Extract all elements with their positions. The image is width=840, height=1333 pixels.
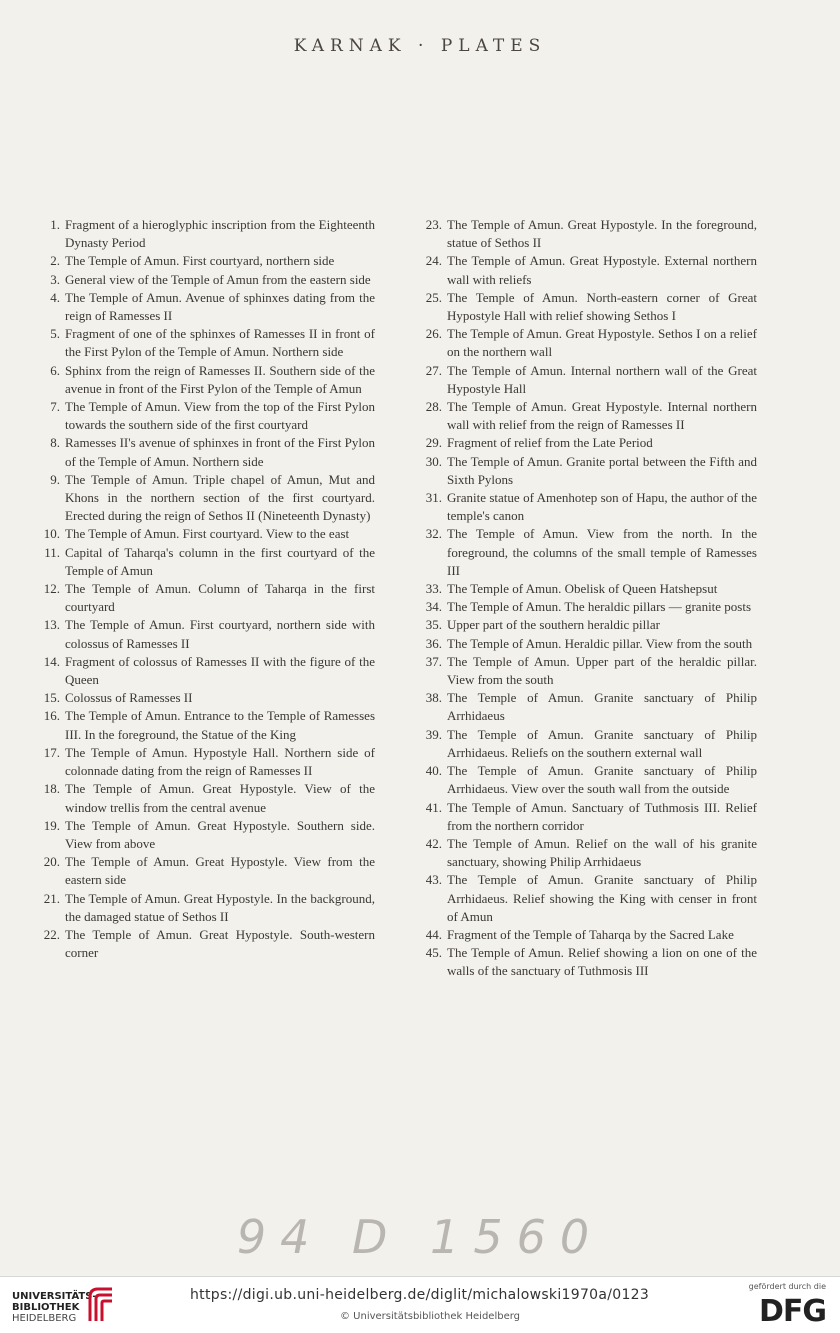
plate-number: 19. (43, 817, 60, 833)
plate-entry (412, 325, 757, 361)
plate-entry (412, 616, 757, 634)
plate-entry (30, 744, 375, 780)
plate-entry (30, 525, 375, 543)
plate-caption: The Temple of Amun. First courtyard, northern side with colossus of Ramesses II (65, 617, 375, 651)
plate-number: 4. (50, 289, 60, 305)
plate-caption: The Temple of Amun. Obelisk of Queen Hatshepsut (447, 581, 718, 597)
plate-entry (412, 944, 757, 980)
plate-caption: Granite statue of Amenhotep son of Hapu, the author of the temple's canon (447, 490, 757, 524)
plate-entry (412, 216, 757, 252)
plate-caption: Capital of Taharqa's column in the first courtyard of the Temple of Amun (65, 544, 375, 578)
plate-number: 29. (425, 435, 442, 451)
plate-caption: The Temple of Amun. Hypostyle Hall. Northern side of colonnade dating from the reign of Ramesses II (65, 744, 375, 779)
plate-entry (412, 252, 757, 288)
plates-list-left (30, 216, 375, 962)
plate-caption: The Temple of Amun. The heraldic pillars — granite posts (447, 599, 752, 615)
plate-number: 24. (425, 253, 442, 269)
plate-entry (30, 780, 375, 816)
plate-number: 36. (425, 635, 442, 651)
plate-entry (412, 835, 757, 871)
plate-caption: The Temple of Amun. Heraldic pillar. View from the south (447, 635, 753, 651)
plate-entry (412, 525, 757, 580)
dfg-logo: DFG (758, 1294, 826, 1329)
plate-caption: Fragment of relief from the Late Period (447, 435, 653, 451)
plate-caption: The Temple of Amun. Great Hypostyle. View from the eastern side (65, 854, 375, 888)
plate-number: 7. (50, 399, 60, 415)
plate-entry (412, 598, 757, 616)
plate-caption: Sphinx from the reign of Ramesses II. Southern side of the avenue in front of the First Pylon of the Temple of Amun (65, 362, 375, 396)
plate-entry (30, 890, 375, 926)
plate-caption: The Temple of Amun. Granite portal between the Fifth and Sixth Pylons (447, 453, 757, 487)
plate-number: 45. (425, 945, 442, 961)
plate-caption: The Temple of Amun. Relief showing a lion on one of the walls of the sanctuary of Tuthmosis III (447, 945, 757, 979)
plate-entry (412, 871, 757, 926)
plate-entry (412, 289, 757, 325)
plate-number: 33. (425, 581, 442, 597)
plate-number: 44. (425, 926, 442, 942)
plate-caption: Ramesses II's avenue of sphinxes in front of the First Pylon of the Temple of Amun. Northern side (65, 435, 375, 469)
plate-number: 43. (425, 872, 442, 888)
plate-caption: General view of the Temple of Amun from the eastern side (65, 271, 371, 287)
plate-caption: The Temple of Amun. Column of Taharqa in the first courtyard (65, 581, 375, 615)
plate-entry (412, 653, 757, 689)
plate-number: 9. (50, 471, 60, 487)
plate-entry (30, 580, 375, 616)
plate-entry (30, 616, 375, 652)
plate-number: 35. (425, 617, 442, 633)
plate-caption: The Temple of Amun. Great Hypostyle. Internal northern wall with relief from the reign of Ramesses II (447, 399, 757, 433)
plate-caption: The Temple of Amun. View from the top of the First Pylon towards the southern side of the first courtyard (65, 399, 375, 433)
plate-entry (30, 544, 375, 580)
plate-entry (412, 635, 757, 653)
plate-number: 2. (50, 253, 60, 269)
plate-number: 31. (425, 490, 442, 506)
plate-entry (30, 471, 375, 526)
plate-number: 27. (425, 362, 442, 378)
library-name: UNIVERSITÄTS- BIBLIOTHEK HEIDELBERG (12, 1291, 97, 1324)
plate-caption: The Temple of Amun. North-eastern corner of Great Hypostyle Hall with relief showing Sethos I (447, 289, 757, 324)
plate-number: 15. (43, 690, 60, 706)
plate-caption: The Temple of Amun. Entrance to the Temple of Ramesses III. In the foreground, the Statue of the King (65, 708, 375, 742)
plates-list-right (412, 216, 757, 981)
plate-entry (30, 434, 375, 470)
plate-caption: The Temple of Amun. Relief on the wall of his granite sanctuary, showing Philip Arrhidaeus (447, 835, 757, 870)
plate-caption: The Temple of Amun. Granite sanctuary of Philip Arrhidaeus (447, 690, 757, 724)
plate-caption: Upper part of the southern heraldic pillar (447, 617, 660, 633)
plate-caption: The Temple of Amun. Great Hypostyle. View of the window trellis from the central avenue (65, 781, 375, 815)
plate-entry (30, 926, 375, 962)
plate-number: 17. (43, 744, 60, 760)
plate-number: 34. (425, 599, 442, 615)
plate-entry (30, 653, 375, 689)
plate-caption: The Temple of Amun. First courtyard, northern side (65, 253, 335, 269)
plate-caption: The Temple of Amun. Great Hypostyle. In the background, the damaged statue of Sethos II (65, 890, 375, 924)
plate-entry (412, 580, 757, 598)
page-header: KARNAK · PLATES (293, 36, 547, 56)
plate-caption: The Temple of Amun. View from the north. In the foreground, the columns of the small temple of Ramesses III (447, 526, 757, 578)
plate-entry (30, 252, 375, 270)
plate-caption: The Temple of Amun. Great Hypostyle. South-western corner (65, 926, 375, 961)
plate-number: 38. (425, 690, 442, 706)
plate-caption: The Temple of Amun. Great Hypostyle. External northern wall with reliefs (447, 253, 757, 287)
plate-caption: The Temple of Amun. Upper part of the heraldic pillar. View from the south (447, 653, 757, 688)
plate-caption: Colossus of Ramesses II (65, 690, 193, 706)
plate-entry (412, 726, 757, 762)
plate-caption: The Temple of Amun. Granite sanctuary of Philip Arrhidaeus. Relief showing the King with censer in front of Amun (447, 872, 757, 924)
plate-number: 14. (43, 653, 60, 669)
plate-caption: The Temple of Amun. Internal northern wall of the Great Hypostyle Hall (447, 362, 757, 396)
plate-number: 23. (425, 217, 442, 232)
plate-number: 10. (43, 526, 60, 542)
plate-caption: The Temple of Amun. Great Hypostyle. Southern side. View from above (65, 817, 375, 851)
plate-entry (412, 434, 757, 452)
plate-number: 28. (425, 399, 442, 415)
plate-number: 40. (425, 763, 442, 779)
plate-number: 11. (44, 544, 60, 560)
plate-entry (412, 489, 757, 525)
plate-number: 39. (425, 726, 442, 742)
plate-entry (412, 453, 757, 489)
funding-note: gefördert durch die (748, 1282, 826, 1291)
plate-number: 30. (425, 453, 442, 469)
plate-number: 13. (43, 617, 60, 633)
viewer-footer (0, 1276, 840, 1333)
plate-number: 3. (50, 271, 60, 287)
plate-caption: The Temple of Amun. Great Hypostyle. Sethos I on a relief on the northern wall (447, 326, 757, 360)
plate-entry (412, 926, 757, 944)
plate-number: 20. (43, 854, 60, 870)
plate-caption: Fragment of colossus of Ramesses II with the figure of the Queen (65, 653, 375, 688)
plate-number: 42. (425, 835, 442, 851)
plate-caption: The Temple of Amun. First courtyard. View to the east (65, 526, 350, 542)
plate-entry (412, 689, 757, 725)
plate-entry (412, 762, 757, 798)
plate-entry (30, 362, 375, 398)
plate-number: 26. (425, 326, 442, 342)
plate-number: 37. (425, 653, 442, 669)
plate-number: 25. (425, 289, 442, 305)
plate-number: 22. (43, 926, 60, 942)
plate-entry (30, 707, 375, 743)
plate-number: 18. (43, 781, 60, 797)
plate-entry (30, 398, 375, 434)
plate-number: 32. (425, 526, 442, 542)
plate-entry (412, 398, 757, 434)
plate-number: 6. (50, 362, 60, 378)
plate-caption: The Temple of Amun. Sanctuary of Tuthmosis III. Relief from the northern corridor (447, 799, 757, 833)
plate-entry (30, 817, 375, 853)
plate-caption: The Temple of Amun. Granite sanctuary of Philip Arrhidaeus. Reliefs on the southern external wall (447, 726, 757, 760)
plate-number: 16. (43, 708, 60, 724)
plate-entry (30, 271, 375, 289)
library-logo-icon (86, 1285, 116, 1325)
plate-caption: The Temple of Amun. Great Hypostyle. In the foreground, statue of Sethos II (447, 217, 757, 251)
plate-entry (30, 325, 375, 361)
plate-number: 12. (43, 581, 60, 597)
plate-number: 21. (43, 890, 60, 906)
permalink-url[interactable]: https://digi.ub.uni-heidelberg.de/diglit/michalowski1970a/0123 (190, 1287, 650, 1303)
plate-number: 8. (50, 435, 60, 451)
plate-caption: Fragment of one of the sphinxes of Ramesses II in front of the First Pylon of the Temple of Amun. Northern side (65, 326, 375, 360)
plate-number: 5. (50, 326, 60, 342)
plate-caption: The Temple of Amun. Avenue of sphinxes dating from the reign of Ramesses II (65, 289, 375, 324)
plate-caption: Fragment of the Temple of Taharqa by the Sacred Lake (447, 926, 734, 942)
plate-caption: Fragment of a hieroglyphic inscription from the Eighteenth Dynasty Period (65, 217, 375, 251)
plate-entry (30, 689, 375, 707)
plate-number: 41. (425, 799, 442, 815)
plate-entry (30, 853, 375, 889)
plate-number: 1. (50, 217, 60, 232)
copyright-notice: © Universitätsbibliothek Heidelberg (340, 1311, 521, 1322)
pencil-shelfmark: 94 D 1560 (236, 1210, 604, 1264)
plate-entry (30, 216, 375, 252)
plate-caption: The Temple of Amun. Granite sanctuary of Philip Arrhidaeus. View over the south wall from the outside (447, 763, 757, 797)
plate-entry (412, 362, 757, 398)
plate-entry (30, 289, 375, 325)
plate-entry (412, 799, 757, 835)
plate-caption: The Temple of Amun. Triple chapel of Amun, Mut and Khons in the northern section of the first courtyard. Erected during the reign of Sethos II (Nineteenth Dynasty) (65, 471, 375, 524)
